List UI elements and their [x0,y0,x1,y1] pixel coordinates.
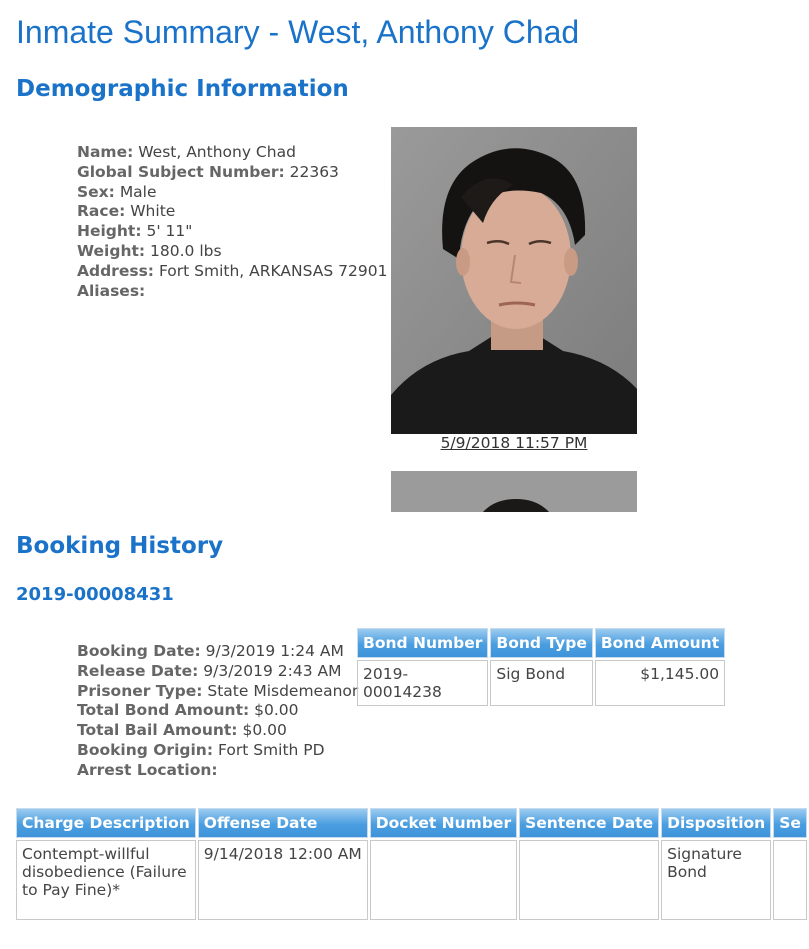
info-label: Address: [77,261,154,280]
info-label: Aliases: [77,281,146,300]
booking-value: 9/3/2019 2:43 AM [203,661,342,680]
charge-description-header[interactable]: Charge Description [16,808,196,838]
table-row [357,660,725,706]
bond-type-cell: Sig Bond [490,660,592,706]
bond-table [355,626,727,708]
booking-value: Fort Smith PD [217,740,325,759]
booking-label: Booking Date: [77,642,201,660]
info-row-global-subject-number [77,163,387,183]
demographic-heading: Demographic Information [16,76,349,102]
booking-row-booking-origin [77,741,358,761]
booking-row-booking-date [77,642,358,662]
info-row-weight [77,242,387,262]
mugshot-image [391,127,637,434]
info-label: Name: [77,143,134,161]
booking-info [77,642,358,781]
sentence-date-header[interactable]: Sentence Date [519,808,659,838]
info-row-name [77,143,387,163]
charge-description-cell: Contempt-willful disobedience (Failure to Pay Fine)* [16,840,196,920]
info-value: 5' 11" [146,222,193,241]
photo-date-link[interactable]: 5/9/2018 11:57 PM [440,434,588,452]
info-value: Fort Smith, ARKANSAS 72901 [158,261,388,280]
sentence-header[interactable]: Se [773,808,807,838]
booking-number: 2019-00008431 [16,584,174,605]
info-row-sex [77,183,387,203]
demographic-info [77,143,387,301]
booking-history-heading: Booking History [16,533,224,559]
info-row-aliases [77,282,387,302]
info-label: Height: [77,222,142,241]
offense-date-header[interactable]: Offense Date [198,808,368,838]
booking-value: $0.00 [254,701,299,720]
booking-row-prisoner-type [77,682,358,702]
disposition-header[interactable]: Disposition [661,808,771,838]
offense-date-cell: 9/14/2018 12:00 AM [198,840,368,920]
booking-row-total-bail [77,721,358,741]
info-row-height [77,222,387,242]
disposition-cell: Signature Bond [661,840,771,920]
charge-header-row [16,808,807,838]
bond-amount-cell: $1,145.00 [595,660,725,706]
info-value: White [130,202,176,221]
info-row-address [77,262,387,282]
sentence-cell [773,840,807,920]
booking-label: Booking Origin: [77,740,214,759]
info-label: Race: [77,202,126,221]
booking-row-release-date [77,662,358,682]
info-value: 22363 [289,162,339,181]
bond-header-row [357,628,725,658]
second-mugshot-image [391,471,637,512]
bond-amount-header[interactable]: Bond Amount [595,628,725,658]
bond-number-header[interactable]: Bond Number [357,628,488,658]
booking-value: 9/3/2019 1:24 AM [205,642,344,660]
bond-number-cell: 2019-00014238 [357,660,488,706]
sentence-date-cell [519,840,659,920]
second-mugshot-photo[interactable] [391,471,637,512]
table-row [16,840,807,920]
mugshot-photo[interactable] [391,127,637,434]
booking-label: Release Date: [77,661,199,680]
booking-label: Total Bail Amount: [77,721,238,740]
bond-type-header[interactable]: Bond Type [490,628,592,658]
info-value: 180.0 lbs [150,241,222,260]
booking-row-arrest-location [77,761,358,781]
page-title: Inmate Summary - West, Anthony Chad [16,14,580,50]
info-label: Global Subject Number: [77,162,285,181]
booking-label: Prisoner Type: [77,681,203,700]
info-value: Male [119,182,157,201]
booking-value: $0.00 [242,721,287,740]
info-row-race [77,202,387,222]
info-label: Sex: [77,182,115,201]
docket-number-cell [370,840,517,920]
booking-value: State Misdemeanor [207,681,359,700]
docket-number-header[interactable]: Docket Number [370,808,517,838]
info-label: Weight: [77,241,146,260]
info-value: West, Anthony Chad [138,143,296,161]
booking-label: Total Bond Amount: [77,701,250,720]
booking-row-total-bond [77,701,358,721]
charge-table [14,806,809,922]
booking-label: Arrest Location: [77,760,218,779]
